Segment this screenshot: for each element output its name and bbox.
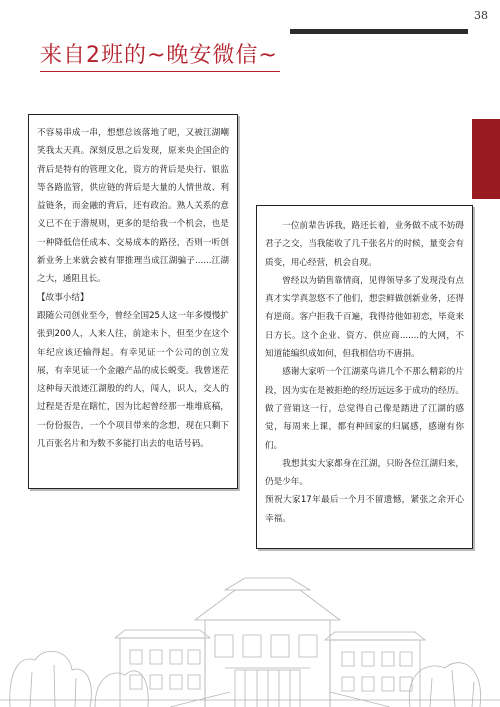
decorative-red-block <box>472 119 500 199</box>
right-paragraph-2: 曾经以为销售靠情商，见得领导多了发现没有点真才实学真忽悠不了他们，想尝鲜做创新业务，还得有逆商。客户拒我千百遍，我得待他如初恋，毕竟来日方长。这个企业、资方、供应商.......的大网，不知道能编织成如何，但我相信功不唐捐。 <box>265 275 464 360</box>
right-paragraph-4: 我想其实大家都身在江湖，只盼各位江湖归来，仍是少年。 <box>265 458 464 488</box>
title-underline <box>40 71 280 72</box>
right-paragraph-5: 预祝大家17年最后一个月不留遗憾，紧张之余开心幸福。 <box>265 495 464 524</box>
header-rule <box>290 29 468 34</box>
left-text-box <box>28 114 238 489</box>
left-paragraph-1: 不容易串成一串，想想总该落地了吧，又被江湖嘲笑我太天真。深刻反思之后发现，原来央企国企的背后是特有的管理文化，资方的背后是央行、银监等各路监管，供应链的背后是大量的人情世故、利益链条，而金融的背后，还有政治。熟人关系的意义已不在于潜规则，更多的是给我一个机会，也是一种降低信任成本、交易成本的路径，否则一听创新业务上来就会被有罪推理当成江湖骗子......江湖之大，通阻且长。 <box>37 128 229 285</box>
left-paragraph-2: 跟随公司创业至今，曾经全国25人这一年多慢慢扩张到200人，人来人往，前途未卜，但至少在这个年纪应该还输得起。有幸见证一个公司的创立发展，有幸见证一个金融产品的成长蜕变。我曾迷茫这种每天浪迹江湖般的约人，闯人，识人，交人的过程是否是在瞎忙，因为比起曾经那一堆堆底稿，一份份报告，一个个项目带来的念想，现在只剩下几百张名片和为数不多能打出去的电话号码。 <box>37 310 229 450</box>
page-number: 38 <box>474 9 488 22</box>
right-paragraph-1: 一位前辈告诉我，路还长着，业务做不成不妨碍君子之交，当我能收了几千张名片的时候，量变会有质变，用心经营，机会自现。 <box>265 221 464 268</box>
page-title: 来自2班的~晚安微信~ <box>40 43 278 68</box>
right-paragraph-3: 感谢大家听一个江湖菜鸟讲几个不那么精彩的片段，因为实在是被拒绝的经历远远多于成功的经历。做了营销这一行，总觉得自己像是踏进了江湖的感觉，每周来上课，都有种回家的归属感，感谢有你们。 <box>265 367 464 451</box>
right-text-box <box>256 205 473 549</box>
story-summary-tag: 【故事小结】 <box>37 292 89 303</box>
campus-building-sketch <box>0 560 500 707</box>
